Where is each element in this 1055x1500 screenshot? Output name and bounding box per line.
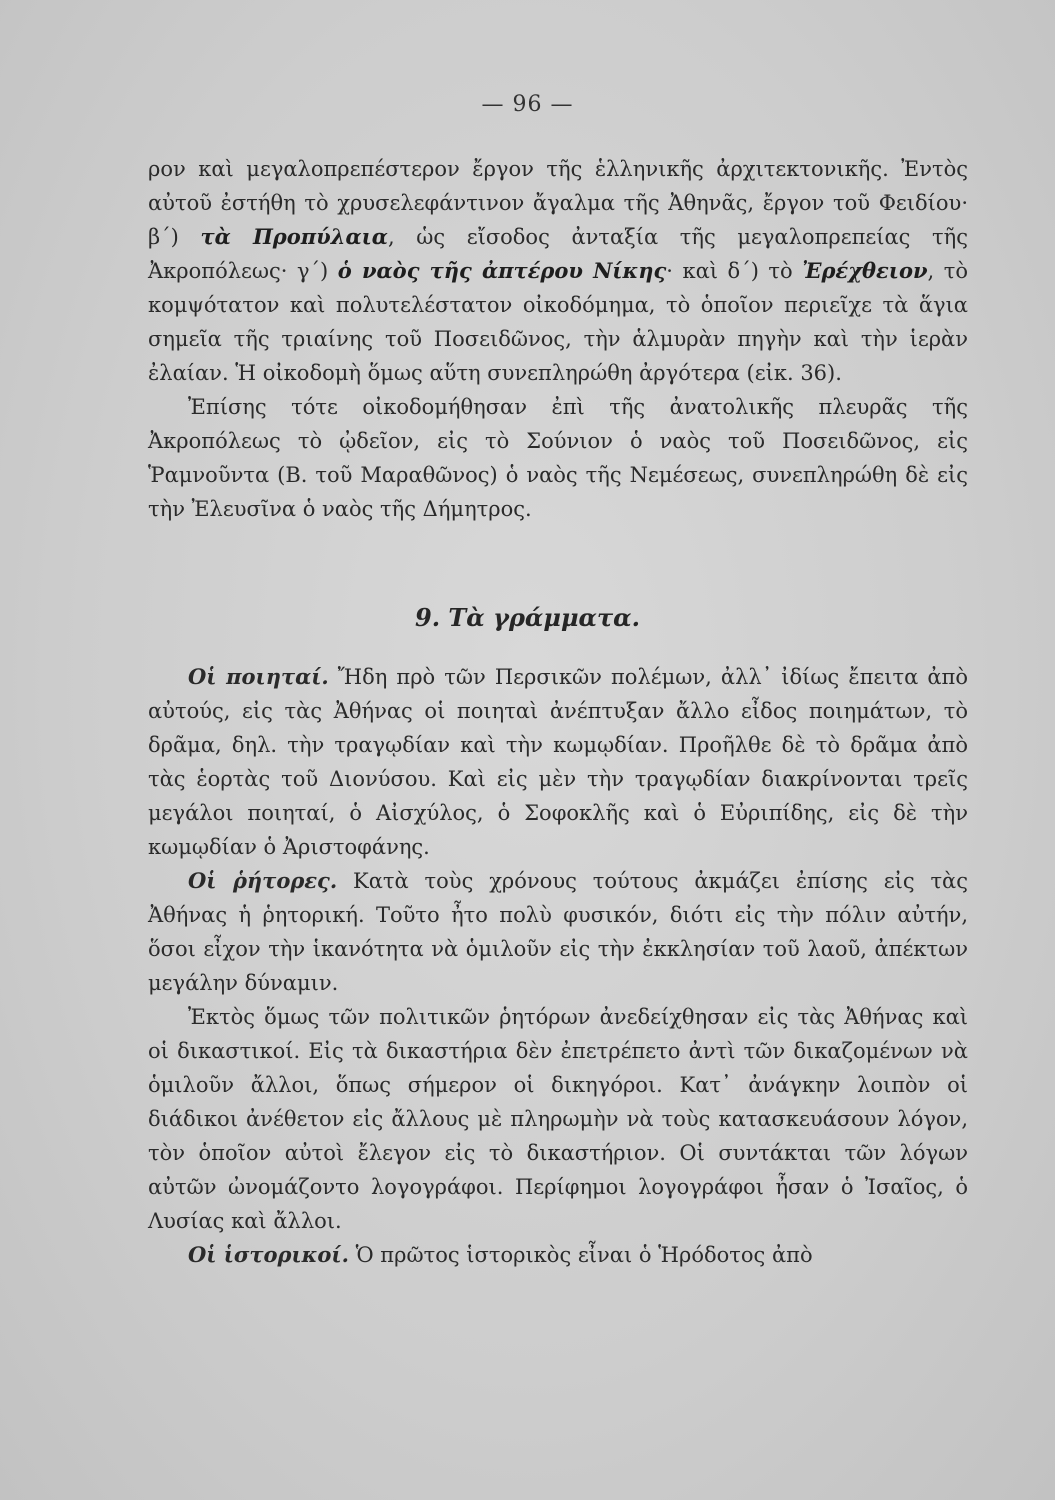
text-span: ρον καὶ μεγαλοπρεπέστερον ἔργον τῆς ἑλληνικῆς ἀρχιτεκτονικῆς. Ἐντὸς αὐτοῦ ἐστήθη τὸ χρυσελεφάντινον ἄγαλμα τῆς Ἀθηνᾶς, ἔργον τοῦ Φειδίου· β΄) bbox=[148, 157, 968, 249]
lead-historians: Οἱ ἱστορικοί. bbox=[188, 1242, 349, 1267]
text-span: Ἤδη πρὸ τῶν Περσικῶν πολέμων, ἀλλ᾽ ἰδίως ἔπειτα ἀπὸ αὐτούς, εἰς τὰς Ἀθήνας οἱ ποιηταὶ ἀνέπτυξαν ἄλλο εἶδος ποιημάτων, τὸ δρᾶμα, δηλ. τὴν τραγῳδίαν καὶ τὴν κωμῳδίαν. Προῆλθε δὲ τὸ δρᾶμα ἀπὸ τὰς ἑορτὰς τοῦ Διονύσου. Καὶ εἰς μὲν τὴν τραγῳδίαν διακρίνονται τρεῖς μεγάλοι ποιηταί, ὁ Αἰσχύλος, ὁ Σοφοκλῆς καὶ ὁ Εὐριπίδης, εἰς δὲ τὴν κωμῳδίαν ὁ Ἀριστοφάνης. bbox=[148, 665, 968, 859]
page-number: — 96 — bbox=[481, 92, 574, 117]
paragraph-acropolis-buildings bbox=[148, 152, 968, 390]
emphasis-erechtheion: Ἐρέχθειον bbox=[802, 258, 928, 283]
emphasis-nike-temple: ὁ ναὸς τῆς ἀπτέρου Νίκης bbox=[337, 258, 667, 283]
paragraph-judicial-orators: Ἐκτὸς ὅμως τῶν πολιτικῶν ῥητόρων ἀνεδείχθησαν εἰς τὰς Ἀθήνας καὶ οἱ δικαστικοί. Εἰς τὰ δικαστήρια δὲν ἐπετρέπετο ἀντὶ τῶν δικαζομένων νὰ ὁμιλοῦν ἄλλοι, ὅπως σήμερον οἱ δικηγόροι. Κατ᾽ ἀνάγκην λοιπὸν οἱ διάδικοι ἀνέθετον εἰς ἄλλους μὲ πληρωμὴν νὰ τοὺς κατασκευάσουν λόγον, τὸν ὁποῖον αὐτοὶ ἔλεγον εἰς τὸ δικαστήριον. Οἱ συντάκται τῶν λόγων αὐτῶν ὠνομάζοντο λογογράφοι. Περίφημοι λογογράφοι ἦσαν ὁ Ἰσαῖος, ὁ Λυσίας καὶ ἄλλοι. bbox=[148, 1005, 968, 1233]
lead-poets: Οἱ ποιηταί. bbox=[188, 664, 329, 689]
paragraph-orators bbox=[148, 864, 968, 1000]
emphasis-propylaia: τὰ Προπύλαια bbox=[200, 224, 388, 249]
section-heading: 9. Τὰ γράμματα. bbox=[415, 603, 640, 632]
paragraph-poets bbox=[148, 660, 968, 864]
text-span: Ὁ πρῶτος ἱστορικὸς εἶναι ὁ Ἡρόδοτος ἀπὸ bbox=[348, 1243, 813, 1267]
lead-orators: Οἱ ῥήτορες. bbox=[188, 868, 338, 893]
text-span: Κατὰ τοὺς χρόνους τούτους ἀκμάζει ἐπίσης εἰς τὰς Ἀθήνας ἡ ῥητορική. Τοῦτο ἦτο πολὺ φυσικόν, διότι εἰς τὴν πόλιν αὐτήν, ὅσοι εἶχον τὴν ἱκανότητα νὰ ὁμιλοῦν εἰς τὴν ἐκκλησίαν τοῦ λαοῦ, ἀπέκτων μεγάλην δύναμιν. bbox=[148, 869, 969, 995]
text-span: , ὡς εἴσοδος ἀνταξία τῆς μεγαλοπρεπείας τῆς Ἀκροπόλεως· γ΄) bbox=[148, 225, 968, 283]
text-span: · καὶ δ΄) τὸ bbox=[666, 259, 803, 283]
paragraph-historians bbox=[148, 1238, 968, 1272]
paragraph-other-temples: Ἐπίσης τότε οἰκοδομήθησαν ἐπὶ τῆς ἀνατολικῆς πλευρᾶς τῆς Ἀκροπόλεως τὸ ᾠδεῖον, εἰς τὸ Σούνιον ὁ ναὸς τοῦ Ποσειδῶνος, εἰς Ῥαμνοῦντα (Β. τοῦ Μαραθῶνος) ὁ ναὸς τῆς Νεμέσεως, συνεπληρώθη δὲ εἰς τὴν Ἐλευσῖνα ὁ ναὸς τῆς Δήμητρος. bbox=[148, 395, 968, 521]
text-span: , τὸ κομψότατον καὶ πολυτελέστατον οἰκοδόμημα, τὸ ὁποῖον περιεῖχε τὰ ἅγια σημεῖα τῆς τριαίνης τοῦ Ποσειδῶνος, τὴν ἁλμυρὰν πηγὴν καὶ τὴν ἱερὰν ἐλαίαν. Ἡ οἰκοδομὴ ὅμως αὕτη συνεπληρώθη ἀργότερα (εἰκ. 36). bbox=[148, 259, 968, 385]
letters-text-block bbox=[148, 660, 968, 1272]
top-text-block bbox=[148, 152, 968, 526]
